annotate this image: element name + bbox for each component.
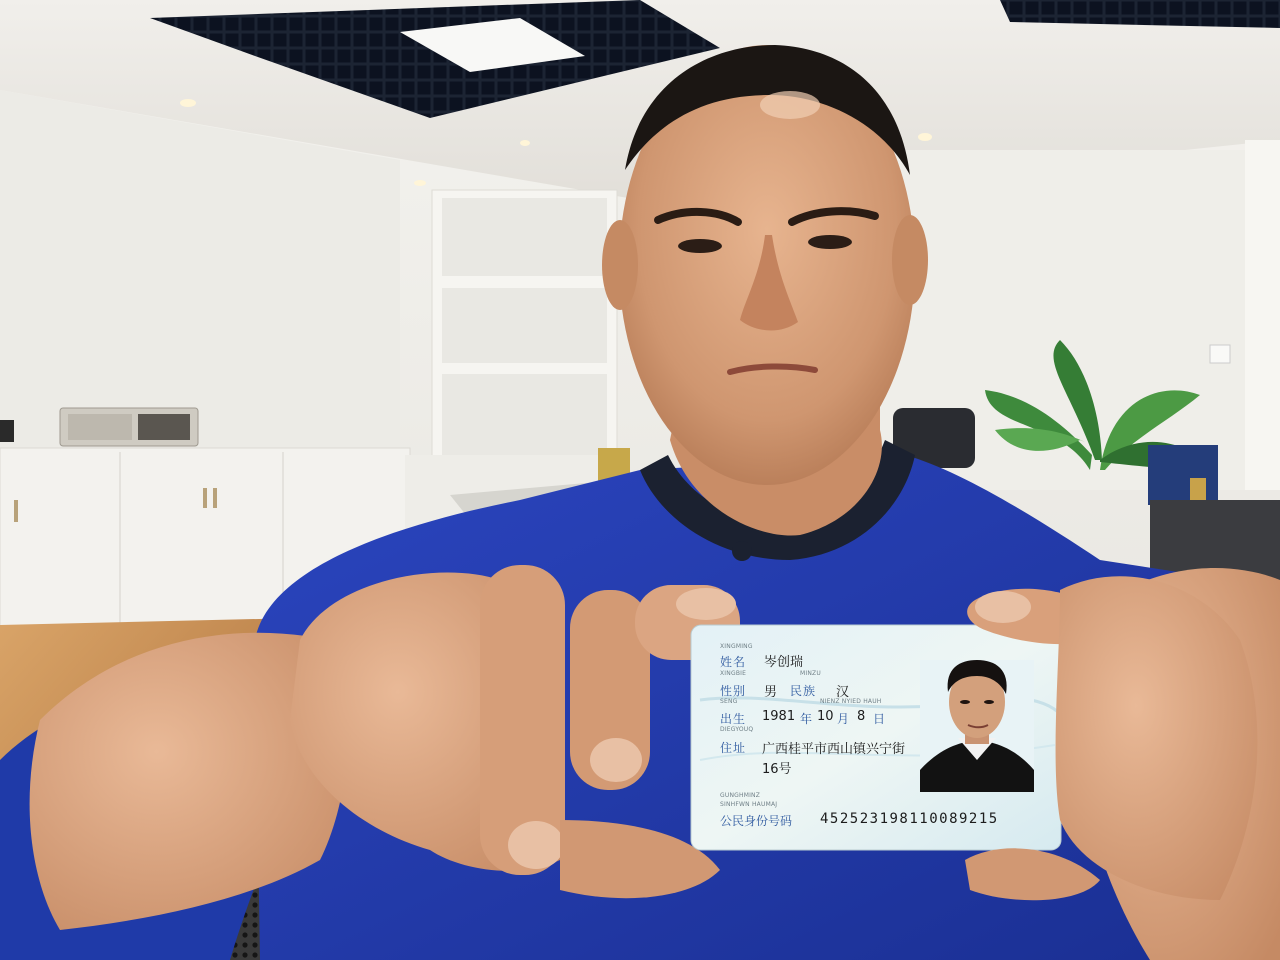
ethnic-value: 汉 <box>836 685 850 700</box>
id-pinyin-2: SINHFWN HAUMAJ <box>720 801 778 808</box>
year-char: 年 <box>800 712 814 726</box>
id-number: 452523198110089215 <box>820 811 999 827</box>
id-number-label: 公民身份号码 <box>720 814 793 828</box>
birth-pinyin-2: NIENZ NYIED HAUH <box>820 698 882 705</box>
birth-day: 8 <box>857 709 866 724</box>
month-char: 月 <box>837 712 851 726</box>
address-line2: 16号 <box>762 762 792 777</box>
sex-pinyin: XINGBIE <box>720 670 747 677</box>
name-value: 岑创瑞 <box>764 655 804 670</box>
id-pinyin-1: GUNGHMINZ <box>720 792 761 799</box>
day-char: 日 <box>873 712 887 726</box>
birth-pinyin-1: SENG <box>720 698 738 705</box>
microwave <box>60 408 198 446</box>
sex-label: 性别 <box>720 684 747 698</box>
birth-year: 1981 <box>762 709 796 724</box>
birth-month: 10 <box>817 709 834 724</box>
address-line1: 广西桂平市西山镇兴宁街 <box>762 742 906 757</box>
name-label: 姓名 <box>720 655 747 669</box>
ethnic-pinyin: MINZU <box>800 670 821 677</box>
address-label: 住址 <box>720 741 747 755</box>
sex-value: 男 <box>764 685 778 700</box>
name-pinyin: XINGMING <box>720 643 753 650</box>
birth-label: 出生 <box>720 712 747 726</box>
address-pinyin: DIEGYOUQ <box>720 726 754 733</box>
id-photo <box>920 660 1034 792</box>
ethnic-label: 民族 <box>790 684 817 698</box>
bookshelf <box>432 190 617 465</box>
